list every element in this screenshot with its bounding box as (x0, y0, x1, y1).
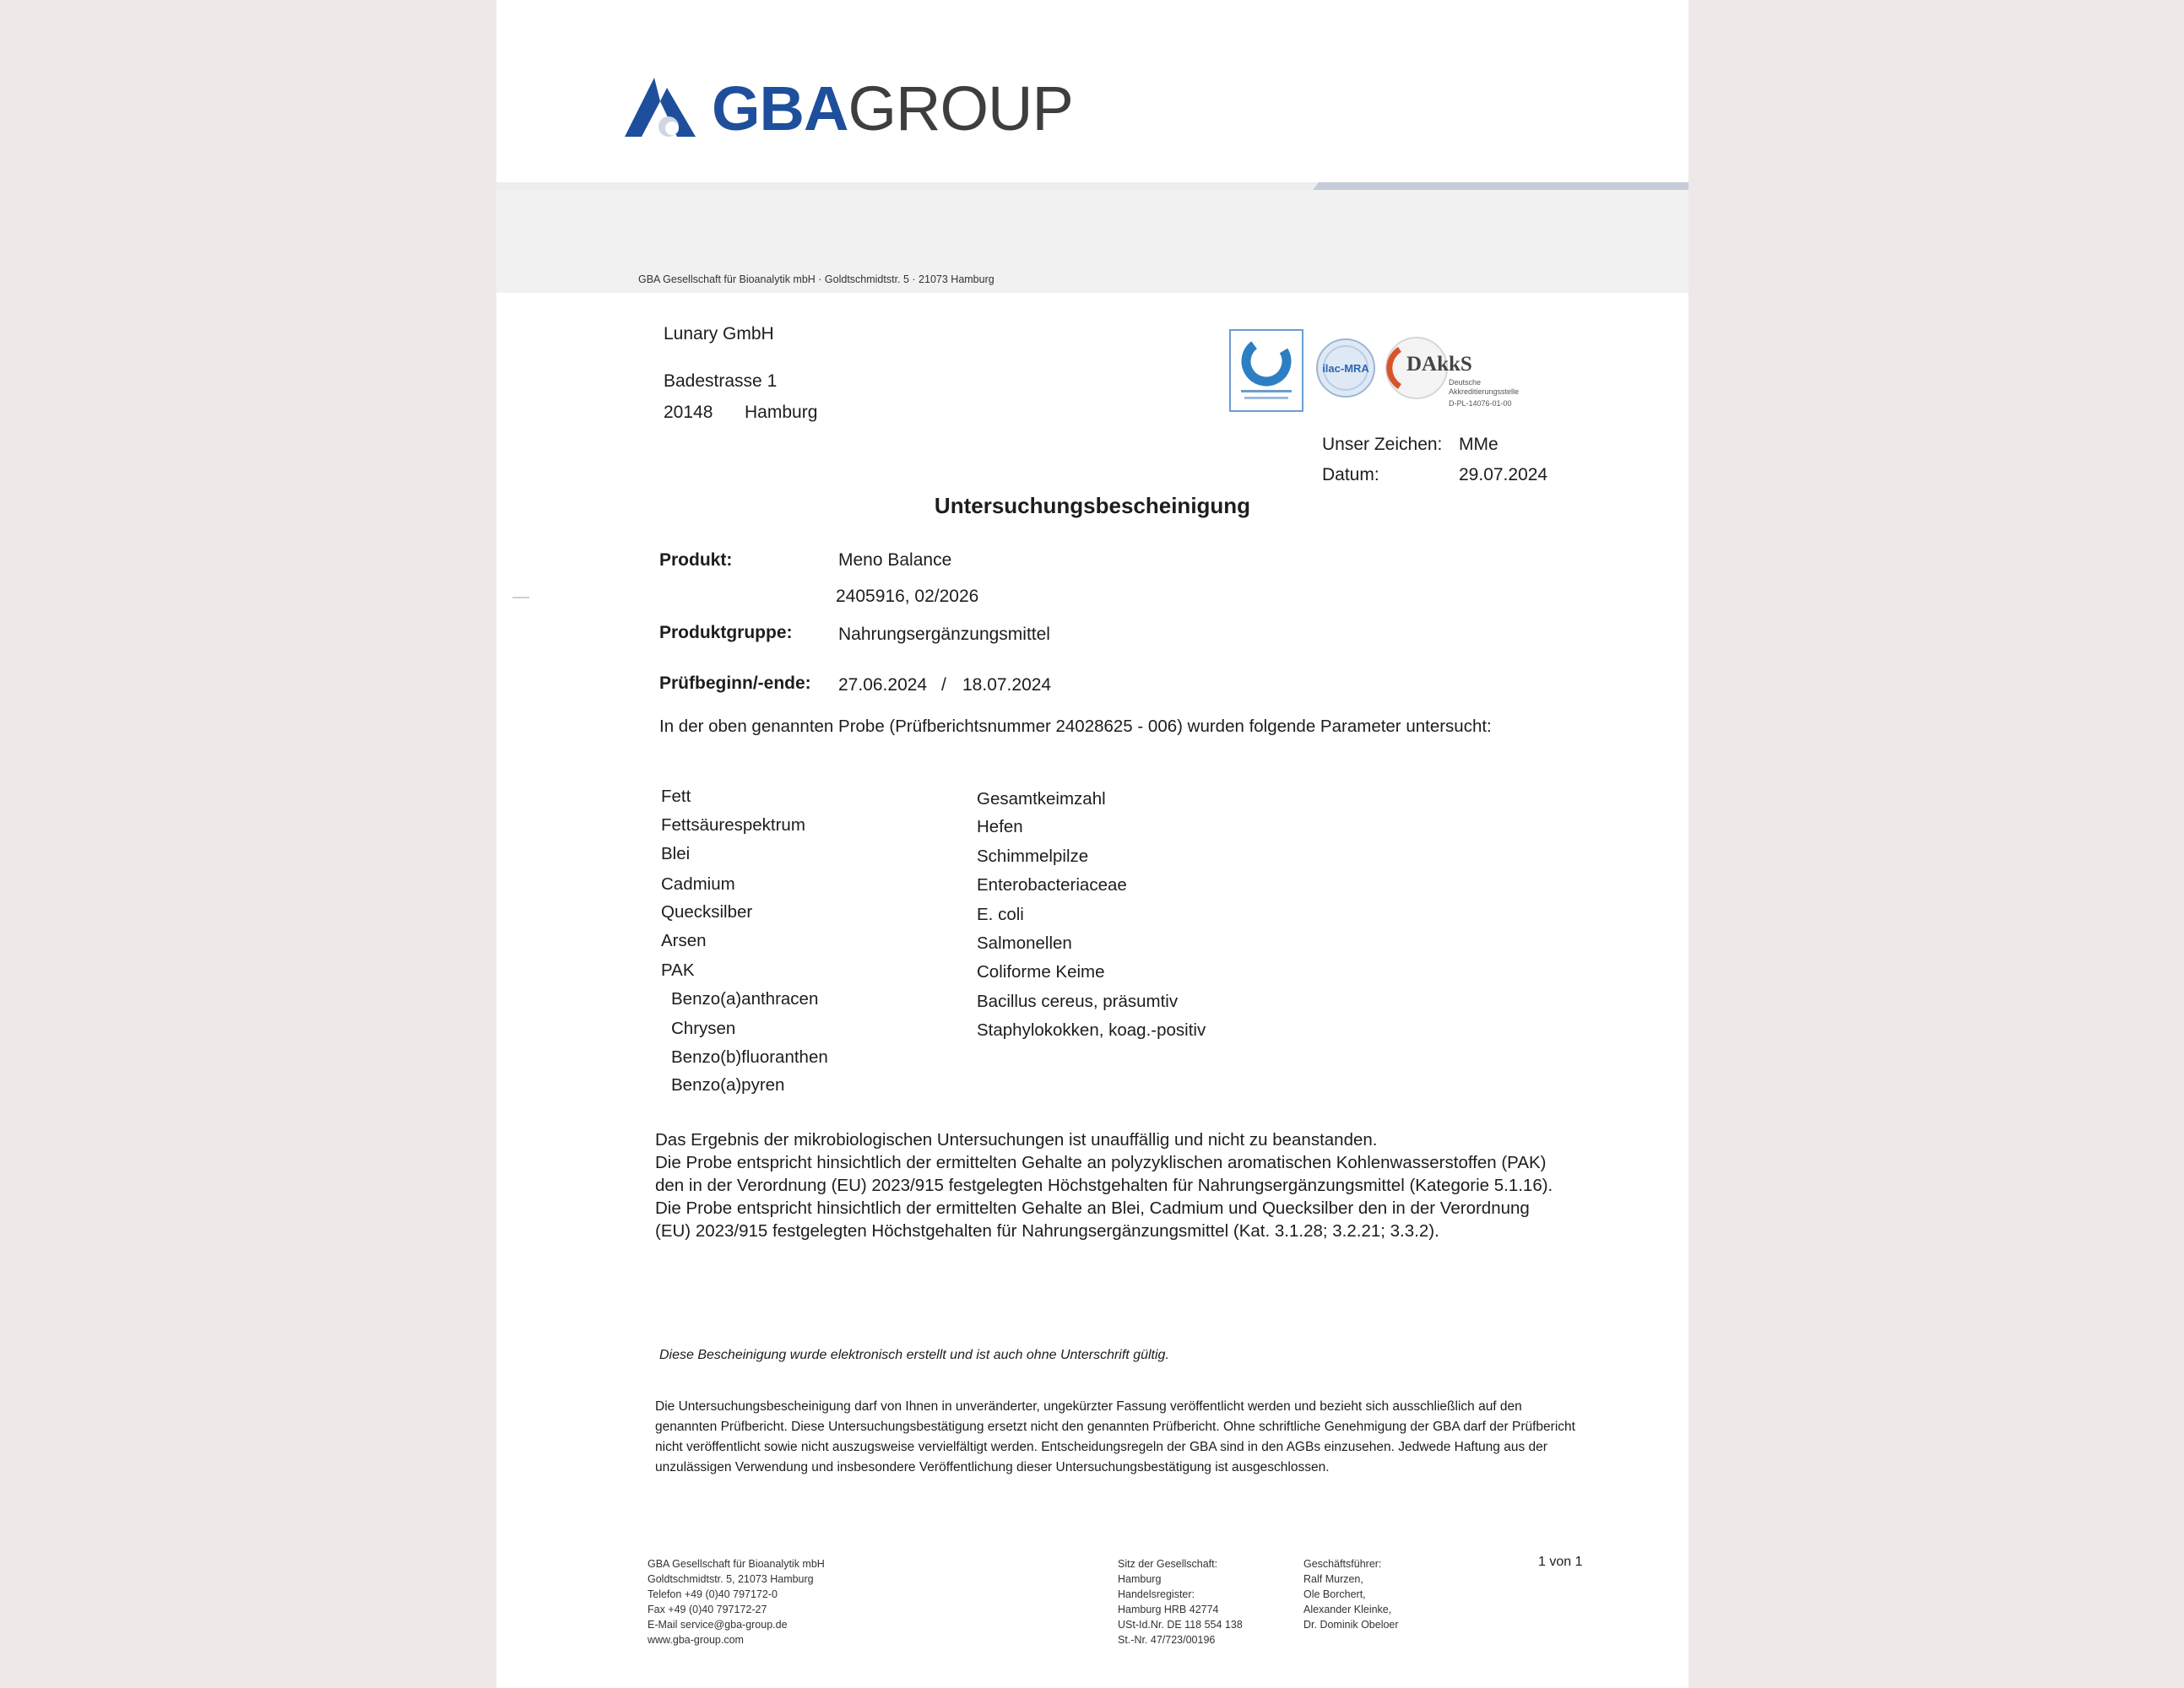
certificate-page (496, 0, 1688, 1688)
disclaimer: Die Untersuchungsbescheinigung darf von Ihnen in unveränderter, ungekürzter Fassung veröffentlicht werden und bezieht sich ausschließlich auf den genannten Prüfbericht. Diese Untersuchungsbestätigung ersetzt nicht den genannten Prüfbericht. Ohne schriftliche Genehmigung der GBA darf der Prüfbericht nicht veröffentlicht sowie nicht auszugsweise vervielfältigt werden. Entscheidungsregeln der GBA sind in den AGBs einzusehen. Jedwede Haftung aus der unzulässigen Verwendung und insbesondere Veröffentlichung dieser Untersuchungsbestätigung ist ausgeschlossen. (655, 1399, 1575, 1474)
parameter-item: Coliforme Keime (977, 962, 1105, 982)
gba-logo-icon (625, 76, 701, 140)
reference-label: Unser Zeichen: (1322, 435, 1443, 454)
result-pak: Die Probe entspricht hinsichtlich der ermittelten Gehalte an polyzyklischen aromatischen Kohlenwasserstoffen (PAK) den in der Verordnung (EU) 2023/915 festgelegten Höchstgehalten für Nahrungsergänzungsmittel (Kategorie 5.1.16). (655, 1153, 1553, 1195)
test-period-end: 18.07.2024 (962, 675, 1052, 695)
reference-value: MMe (1459, 435, 1498, 454)
dakks-number: D-PL-14076-01-00 (1449, 399, 1512, 408)
parameter-item: PAK (661, 960, 695, 980)
test-period-label: Prüfbeginn/-ende: (659, 674, 811, 693)
logo-group-text: GROUP (848, 73, 1073, 143)
date-label: Datum: (1322, 465, 1379, 484)
parameter-item: Benzo(a)anthracen (671, 989, 819, 1009)
side-mark (512, 597, 529, 598)
footer-registry: Sitz der Gesellschaft: Hamburg Handelsregister: Hamburg HRB 42774 USt-Id.Nr. DE 118 554 138 St.-Nr. 47/723/00196 (1118, 1558, 1243, 1646)
result-heavy-metals: Die Probe entspricht hinsichtlich der ermittelten Gehalte an Blei, Cadmium und Quecksilber den in der Verordnung (EU) 2023/915 festgelegten Höchstgehalten für Nahrungsergänzungsmittel (Kat. 3.1.28; 3.2.21; 3.3.2). (655, 1198, 1530, 1241)
parameter-item: Staphylokokken, koag.-positiv (977, 1020, 1206, 1040)
parameter-item: Hefen (977, 817, 1023, 836)
footer-management: Geschäftsführer: Ralf Murzen, Ole Borchert, Alexander Kleinke, Dr. Dominik Obeloer (1303, 1558, 1399, 1631)
recipient-name: Lunary GmbH (664, 324, 774, 344)
dakks-subtitle: Deutsche Akkreditierungsstelle (1449, 378, 1520, 396)
parameter-item: Salmonellen (977, 933, 1072, 953)
page-number: 1 von 1 (1538, 1555, 1583, 1569)
parameter-item: Arsen (661, 931, 707, 950)
parameter-item: E. coli (977, 905, 1024, 924)
parameter-item: Schimmelpilze (977, 847, 1089, 866)
recipient-street: Badestrasse 1 (664, 371, 778, 391)
result-microbiology: Das Ergebnis der mikrobiologischen Untersuchungen ist unauffällig und nicht zu beanstanden. (655, 1130, 1378, 1150)
svg-text:ilac-MRA: ilac-MRA (1322, 362, 1369, 375)
document-title: Untersuchungsbescheinigung (934, 493, 1251, 518)
gba-logo-wordmark (712, 73, 1073, 143)
recipient-zip: 20148 (664, 403, 713, 422)
certification-seal-icon (1229, 329, 1303, 412)
dakks-label: DAkkS (1406, 353, 1472, 376)
product-batch: 2405916, 02/2026 (836, 587, 979, 606)
parameter-item: Benzo(b)fluoranthen (671, 1047, 828, 1067)
intro-text: In der oben genannten Probe (Prüfberichtsnummer 24028625 - 006) wurden folgende Parameter untersucht: (659, 717, 1492, 736)
ilac-mra-icon (1315, 336, 1376, 400)
product-group-value: Nahrungsergänzungsmittel (838, 625, 1050, 644)
parameter-item: Gesamtkeimzahl (977, 789, 1106, 809)
parameter-item: Quecksilber (661, 902, 753, 922)
test-period-separator: / (941, 675, 946, 695)
sender-line: GBA Gesellschaft für Bioanalytik mbH · Goldtschmidtstr. 5 · 21073 Hamburg (638, 273, 994, 285)
logo-gba-text: GBA (712, 73, 848, 143)
parameter-item: Enterobacteriaceae (977, 875, 1127, 895)
footer-company: GBA Gesellschaft für Bioanalytik mbH Goldtschmidtstr. 5, 21073 Hamburg Telefon +49 (0)40 797172-0 Fax +49 (0)40 797172-27 E-Mail service@gba-group.de www.gba-group.com (648, 1558, 825, 1646)
product-label: Produkt: (659, 550, 733, 570)
parameter-item: Cadmium (661, 874, 735, 894)
date-value: 29.07.2024 (1459, 465, 1548, 484)
product-value: Meno Balance (838, 550, 952, 570)
recipient-city: Hamburg (745, 403, 818, 422)
parameter-item: Chrysen (671, 1019, 736, 1038)
parameter-item: Benzo(a)pyren (671, 1075, 785, 1095)
parameter-item: Fettsäurespektrum (661, 815, 805, 835)
test-period-start: 27.06.2024 (838, 675, 928, 695)
parameter-item: Fett (661, 787, 691, 806)
results-block (655, 1128, 1567, 1242)
product-group-label: Produktgruppe: (659, 623, 793, 642)
parameter-item: Bacillus cereus, präsumtiv (977, 992, 1179, 1011)
electronic-note: Diese Bescheinigung wurde elektronisch erstellt und ist auch ohne Unterschrift gültig. (659, 1348, 1169, 1362)
parameter-item: Blei (661, 844, 691, 863)
